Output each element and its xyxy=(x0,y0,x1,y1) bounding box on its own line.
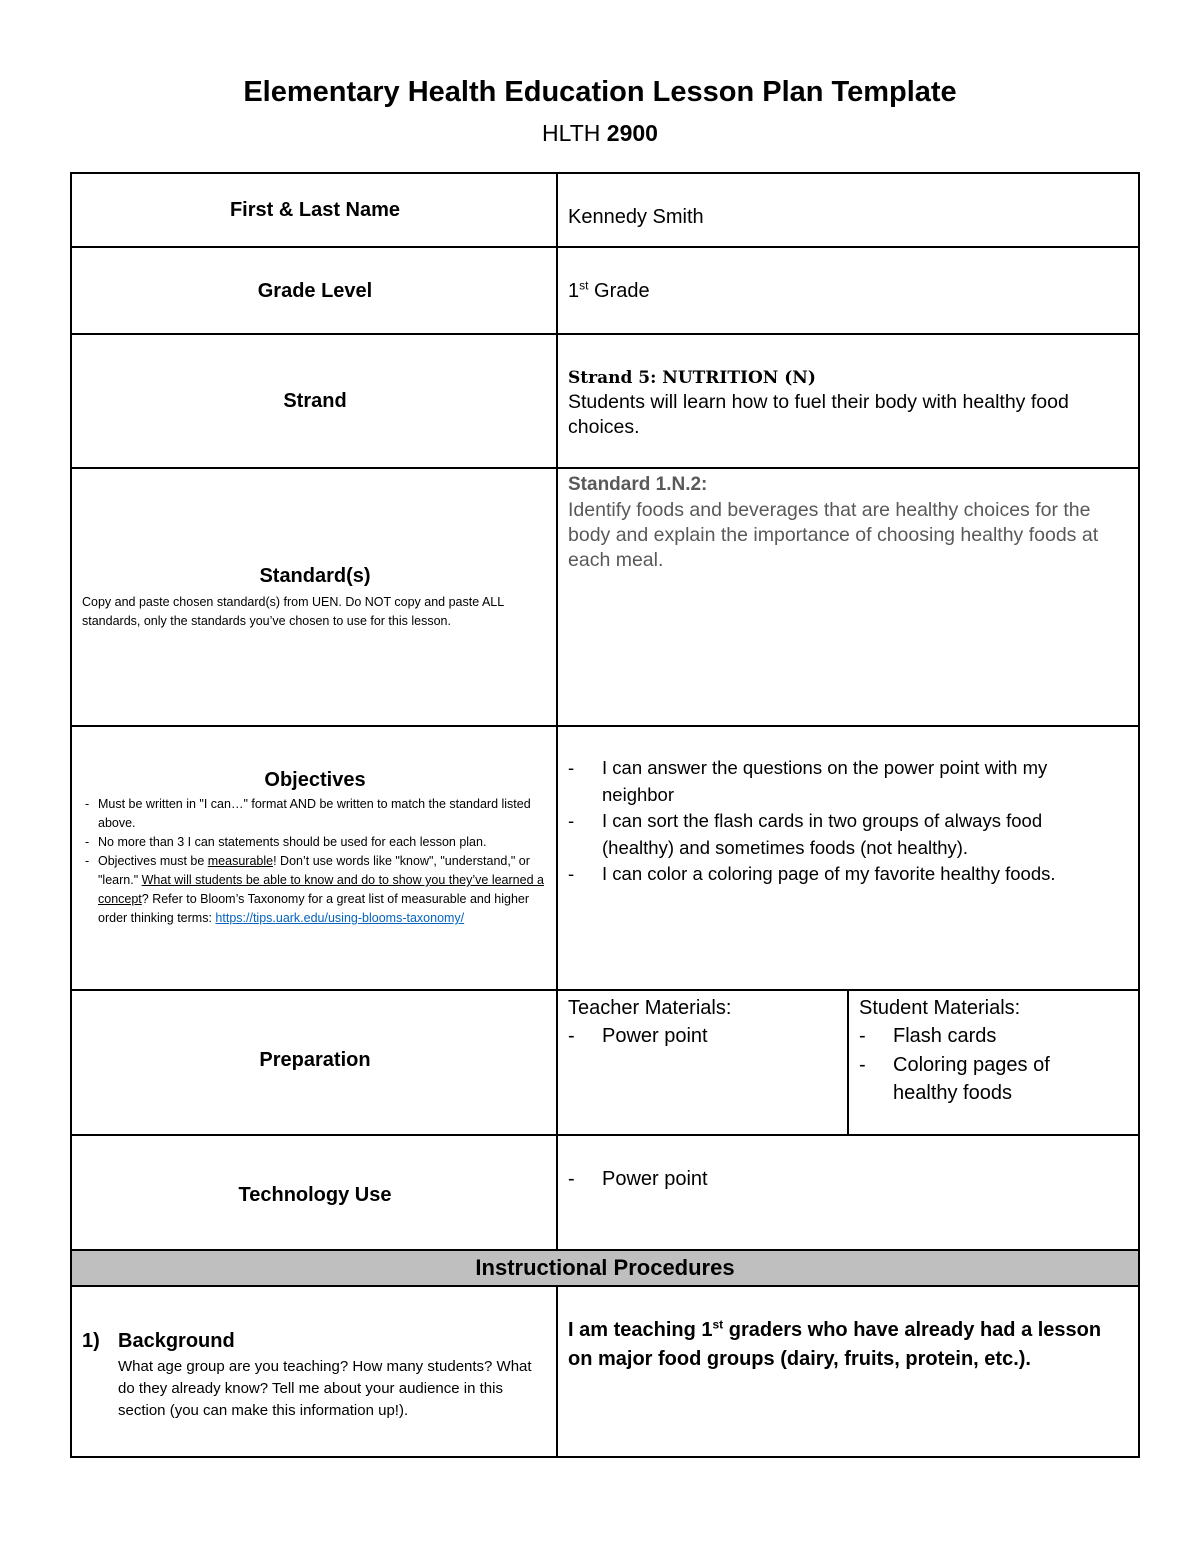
strand-label-cell xyxy=(72,335,558,467)
hint3-question: What will students be able to know and do to show you they’ve learned a concept xyxy=(98,873,544,906)
standards-label: Standard(s) xyxy=(259,565,371,587)
objectives-value-cell[interactable] xyxy=(558,727,1138,989)
objectives-label: Objectives xyxy=(264,769,366,791)
technology-item: - Power point xyxy=(568,1165,708,1193)
background-label: Background xyxy=(118,1330,235,1352)
student-materials-heading: Student Materials: xyxy=(859,997,1021,1019)
student-materials-list xyxy=(859,1022,1069,1108)
row-strand xyxy=(72,335,1138,469)
preparation-label-cell xyxy=(72,991,558,1134)
row-name xyxy=(72,174,1138,248)
hint3-c: ! Don’t use words like "know", "understand," or "learn." xyxy=(98,854,530,887)
objectives-label-cell xyxy=(72,727,558,989)
background-hint: What age group are you teaching? How many students? What do they already know? Tell me about your audience in this section (you can make this information up!). xyxy=(118,1358,532,1419)
background-answer-a: I am teaching 1 xyxy=(568,1319,713,1341)
hint3-e: ? Refer to Bloom’s Taxonomy for a great list of measurable and higher order thinking terms: xyxy=(98,892,530,925)
course-prefix: HLTH xyxy=(542,120,601,146)
technology-value-cell[interactable] xyxy=(558,1136,1138,1249)
hint3-a: Objectives must be xyxy=(98,854,208,868)
standards-value-cell[interactable] xyxy=(558,469,1138,725)
grade-number: 1 xyxy=(568,280,580,302)
blooms-taxonomy-link[interactable]: https://tips.uark.edu/using-blooms-taxonomy/ xyxy=(215,911,465,925)
objective-hint-2: - No more than 3 I can statements should be used for each lesson plan. xyxy=(82,833,548,852)
strand-content xyxy=(568,366,1128,440)
grade-text: Grade xyxy=(588,280,650,302)
preparation-label: Preparation xyxy=(259,1049,371,1071)
strand-label: Strand xyxy=(283,390,347,412)
background-answer[interactable] xyxy=(568,1316,1128,1374)
technology-list xyxy=(568,1165,708,1193)
student-materials-cell[interactable] xyxy=(849,991,1138,1134)
teacher-materials-cell[interactable] xyxy=(558,991,849,1134)
standards-content xyxy=(568,472,1128,573)
row-grade xyxy=(72,248,1138,335)
page-title: Elementary Health Education Lesson Plan Template xyxy=(243,76,957,108)
objectives-hints xyxy=(82,795,548,928)
background-answer-b: graders who have already had a lesson on major food groups (dairy, fruits, protein, etc.). xyxy=(568,1319,1102,1370)
teacher-materials-heading: Teacher Materials: xyxy=(568,997,732,1019)
teacher-materials-list xyxy=(568,1022,837,1051)
background-answer-sup: st xyxy=(712,1317,724,1332)
objective-item: - I can color a coloring page of my favorite healthy foods. xyxy=(568,861,1108,888)
row-objectives xyxy=(72,727,1138,991)
hint3-measurable: measurable xyxy=(207,854,274,868)
standards-hint: Copy and paste chosen standard(s) from UEN. Do NOT copy and paste ALL standards, only the standards you’ve chosen to use for this lesson. xyxy=(82,595,504,628)
teacher-material-item: - Power point xyxy=(568,1022,837,1051)
course-number: 2900 xyxy=(606,120,658,146)
technology-label-cell xyxy=(72,1136,558,1249)
preparation-value-cell xyxy=(558,991,1138,1134)
background-number: 1) xyxy=(82,1330,100,1352)
course-code xyxy=(0,120,1200,147)
objective-hint-3 xyxy=(82,852,548,928)
row-technology xyxy=(72,1136,1138,1251)
objective-item: - I can sort the flash cards in two groups of always food (healthy) and sometimes foods (not healthy). xyxy=(568,808,1108,861)
background-label-cell xyxy=(72,1287,558,1458)
strand-heading: Strand 5: NUTRITION (N) xyxy=(568,368,816,388)
student-material-item: - Flash cards xyxy=(859,1022,1069,1051)
objective-hint-1: - Must be written in "I can…" format AND be written to match the standard listed above. xyxy=(82,795,548,833)
objectives-list xyxy=(568,755,1108,888)
standard-heading: Standard 1.N.2: xyxy=(568,474,708,495)
technology-label: Technology Use xyxy=(238,1184,392,1206)
strand-value-cell[interactable] xyxy=(558,335,1138,467)
row-preparation xyxy=(72,991,1138,1136)
lesson-plan-table xyxy=(70,172,1140,1458)
instructional-procedures-band: Instructional Procedures xyxy=(72,1251,1138,1287)
grade-label-cell xyxy=(72,248,558,333)
grade-value[interactable] xyxy=(568,280,650,303)
background-value-cell[interactable] xyxy=(558,1287,1138,1458)
name-label-cell xyxy=(72,174,558,246)
objective-item: - I can answer the questions on the power point with my neighbor xyxy=(568,755,1108,808)
name-label: First & Last Name xyxy=(229,199,401,221)
grade-label: Grade Level xyxy=(257,280,373,302)
strand-text: Students will learn how to fuel their body with healthy food choices. xyxy=(568,391,1069,438)
grade-suffix: st xyxy=(579,278,589,293)
row-background xyxy=(72,1287,1138,1458)
row-standards xyxy=(72,469,1138,727)
standard-text: Identify foods and beverages that are healthy choices for the body and explain the importance of choosing healthy foods at each meal. xyxy=(568,499,1099,571)
name-value-cell[interactable] xyxy=(558,174,1138,246)
name-value[interactable]: Kennedy Smith xyxy=(568,206,704,228)
student-material-item: - Coloring pages of healthy foods xyxy=(859,1051,1069,1108)
grade-value-cell[interactable] xyxy=(558,248,1138,333)
standards-label-cell xyxy=(72,469,558,725)
